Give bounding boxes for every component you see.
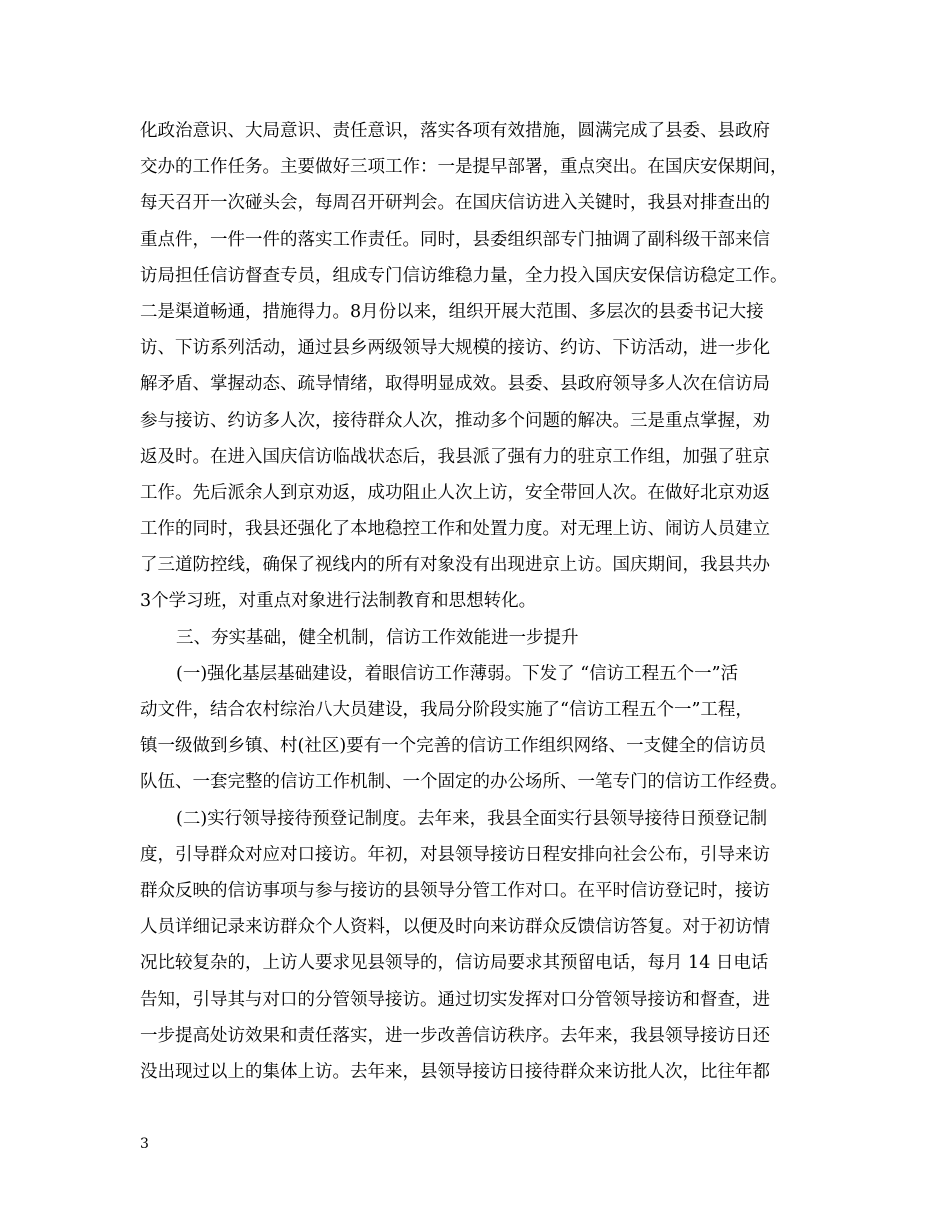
- text-line: 解矛盾、掌握动态、疏导情绪，取得明显成效。县委、县政府领导多人次在信访局: [140, 374, 770, 395]
- text-line: 访、下访系列活动，通过县乡两级领导大规模的接访、约访、下访活动，进一步化: [140, 338, 770, 359]
- text-line: 访局担任信访督查专员，组成专门信访维稳力量，全力投入国庆安保信访稳定工作。: [140, 265, 788, 286]
- text-line: 动文件，结合农村综治八大员建设，我局分阶段实施了“信访工程五个一”工程，: [140, 700, 753, 720]
- text-line: 人员详细记录来访群众个人资料，以便及时向来访群众反馈信访答复。对于初访情: [140, 917, 770, 938]
- text-line: 群众反映的信访事项与参与接访的县领导分管工作对口。在平时信访登记时，接访: [140, 880, 770, 901]
- text-line: 镇一级做到乡镇、村(社区)要有一个完善的信访工作组织网络、一支健全的信访员: [140, 736, 767, 757]
- text-line: 一步提高处访效果和责任落实，进一步改善信访秩序。去年来，我县领导接访日还: [140, 1025, 770, 1046]
- text-line: 没出现过以上的集体上访。去年来，县领导接访日接待群众来访批人次，比往年都: [140, 1061, 770, 1082]
- text-line: 交办的工作任务。主要做好三项工作：一是提早部署，重点突出。在国庆安保期间，: [140, 157, 788, 178]
- text-line: 告知，引导其与对口的分管领导接访。通过切实发挥对口分管领导接访和督查，进: [140, 989, 770, 1010]
- document-body: [140, 113, 820, 1090]
- text-line: 工作。先后派余人到京劝返，成功阻止人次上访，安全带回人次。在做好北京劝返: [140, 482, 770, 503]
- text-line: 二是渠道畅通，措施得力。8月份以来，组织开展大范围、多层次的县委书记大接: [140, 301, 764, 322]
- text-line: 重点件，一件一件的落实工作责任。同时，县委组织部专门抽调了副科级干部来信: [140, 229, 770, 250]
- text-line: 了三道防控线，确保了视线内的所有对象没有出现进京上访。国庆期间，我县共办: [140, 555, 770, 576]
- text-line: (一)强化基层基础建设，着眼信访工作薄弱。下发了 “信访工程五个一”活: [176, 663, 739, 684]
- text-line: (二)实行领导接待预登记制度。去年来，我县全面实行县领导接待日预登记制: [176, 808, 768, 829]
- text-line: 度，引导群众对应对口接访。年初，对县领导接访日程安排向社会公布，引导来访: [140, 844, 770, 865]
- text-line: 参与接访、约访多人次，接待群众人次，推动多个问题的解决。三是重点掌握，劝: [140, 410, 770, 431]
- page-number: 3: [140, 1136, 149, 1152]
- text-line: 三、夯实基础，健全机制，信访工作效能进一步提升: [176, 627, 579, 648]
- text-line: 况比较复杂的，上访人要求见县领导的，信访局要求其预留电话，每月 14 日电话: [140, 953, 769, 974]
- text-line: 每天召开一次碰头会，每周召开研判会。在国庆信访进入关键时，我县对排查出的: [140, 193, 770, 214]
- text-line: 队伍、一套完整的信访工作机制、一个固定的办公场所、一笔专门的信访工作经费。: [140, 772, 788, 793]
- text-line: 工作的同时，我县还强化了本地稳控工作和处置力度。对无理上访、闹访人员建立: [140, 519, 770, 540]
- text-line: 3个学习班，对重点对象进行法制教育和思想转化。: [140, 591, 537, 612]
- text-line: 返及时。在进入国庆信访临战状态后，我县派了强有力的驻京工作组，加强了驻京: [140, 446, 770, 467]
- text-line: 化政治意识、大局意识、责任意识，落实各项有效措施，圆满完成了县委、县政府: [140, 121, 770, 141]
